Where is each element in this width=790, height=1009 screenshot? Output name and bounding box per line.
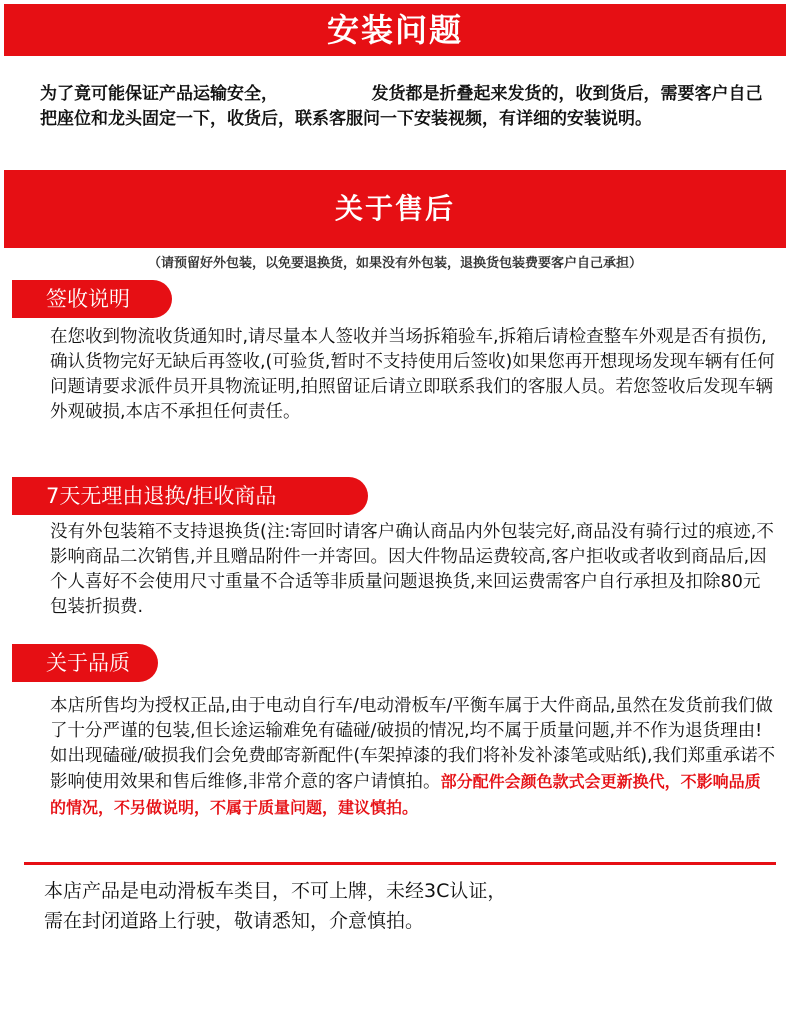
quality-section-text xyxy=(50,694,776,821)
return-section-text: 没有外包装箱不支持退换货(注:寄回时请客户确认商品内外包装完好,商品没有骑行过的痕迹,不影响商品二次销售,并且赠品附件一并寄回。因大件物品运费较高,客户拒收或者收到商品后,因个人喜好不会使用尺寸重量不合适等非质量问题退换货,来回运费需客户自行承担及扣除80元包装折损费. xyxy=(50,522,774,617)
sign-section-title: 签收说明 xyxy=(12,280,172,318)
quality-text-main: 本店所售均为授权正品,由于电动自行车/电动滑板车/平衡车属于大件商品,虽然在发货前我们做了十分严谨的包装,但长途运输难免有磕碰/破损的情况,均不属于质量问题,并不作为退货理由!如出现磕碰/破损我们会免费邮寄新配件(车架掉漆的我们将补发补漆笔或贴纸),我们郑重承诺不影响使用效果和售后维修,非常介意的客户请慎拍。 xyxy=(50,696,776,792)
quality-highlight: 部分配件会颜色款式会更新换代，不影响品质的情况，不另做说明，不属于质量问题，建议慎拍。 xyxy=(50,772,761,817)
return-section-title: 7天无理由退换/拒收商品 xyxy=(12,477,368,515)
quality-section-title: 关于品质 xyxy=(12,644,158,682)
sign-section-text: 在您收到物流收货通知时,请尽量本人签收并当场拆箱验车,拆箱后请检查整车外观是否有损伤,确认货物完好无缺后再签收,(可验货,暂时不支持使用后签收)如果您再开想现场发现车辆有任何问题请要求派件员开具物流证明,拍照留证后请立即联系我们的客服人员。若您签收后发现车辆外观破损,本店不承担任何责任。 xyxy=(50,327,775,422)
aftersale-banner: 关于售后 xyxy=(4,170,786,248)
packaging-note: （请预留好外包装，以免要退换货，如果没有外包装，退换货包装费要客户自己承担） xyxy=(147,256,642,271)
divider-line xyxy=(24,862,776,865)
footer-line-1: 本店产品是电动滑板车类目，不可上牌，未经3C认证， xyxy=(44,880,507,902)
footer-line-2: 需在封闭道路上行驶，敬请悉知，介意慎拍。 xyxy=(44,910,425,932)
install-text: 为了竟可能保证产品运输安全， 发货都是折叠起来发货的，收到货后，需要客户自己把座位和龙头固定一下，收货后，联系客服问一下安装视频，有详细的安装说明。 xyxy=(40,84,763,129)
footer-notice xyxy=(44,876,774,936)
install-banner: 安装问题 xyxy=(4,4,786,56)
